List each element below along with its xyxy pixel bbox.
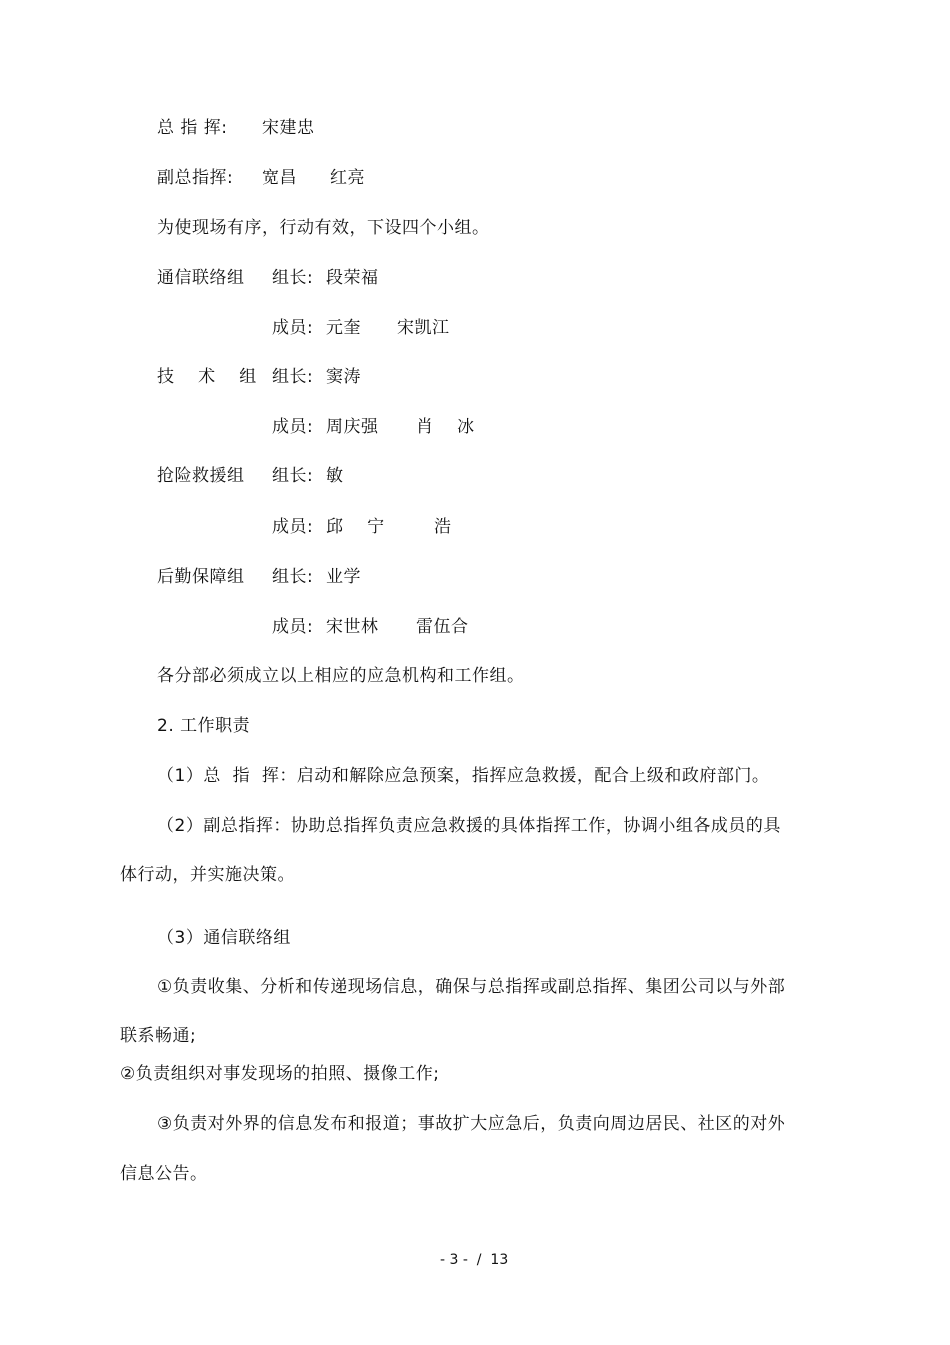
deputy-name-2: 红亮 <box>330 168 365 188</box>
branch-note: 各分部必须成立以上相应的应急机构和工作组。 <box>157 666 525 686</box>
leader-label: 组长: <box>272 367 314 387</box>
leader-label: 组长: <box>272 268 314 288</box>
member-name: 元奎 <box>326 318 361 338</box>
member-name: 雷伍合 <box>416 617 469 637</box>
duty-2-line-2: 体行动，并实施决策。 <box>120 865 295 885</box>
leader-name: 敏 <box>326 466 344 486</box>
leader-label: 组长: <box>272 567 314 587</box>
leader-label: 组长: <box>272 466 314 486</box>
members-label: 成员: <box>272 617 314 637</box>
leader-name: 窦涛 <box>326 367 361 387</box>
item-1-line-2: 联系畅通; <box>120 1026 197 1046</box>
members-label: 成员: <box>272 417 314 437</box>
chief-label: 总 指 挥: <box>157 118 228 138</box>
item-1-line-1: ①负责收集、分析和传递现场信息，确保与总指挥或副总指挥、集团公司以与外部 <box>157 977 786 997</box>
group-name: 抢险救援组 <box>157 466 245 486</box>
members-label: 成员: <box>272 318 314 338</box>
duty-1: （1）总 指 挥：启动和解除应急预案，指挥应急救援，配合上级和政府部门。 <box>157 766 770 786</box>
member-name: 宋凯江 <box>397 318 450 338</box>
page-number: - 3 - / 13 <box>440 1252 509 1268</box>
group-name: 后勤保障组 <box>157 567 245 587</box>
leader-name: 段荣福 <box>326 268 379 288</box>
member-name: 周庆强 <box>326 417 379 437</box>
members-label: 成员: <box>272 517 314 537</box>
member-name: 宋世林 <box>326 617 379 637</box>
intro-text: 为使现场有序，行动有效，下设四个小组。 <box>157 218 490 238</box>
duty-3-title: （3）通信联络组 <box>157 928 291 948</box>
duty-2-line-1: （2）副总指挥：协助总指挥负责应急救援的具体指挥工作，协调小组各成员的具 <box>157 816 781 836</box>
member-name: 浩 <box>434 517 452 537</box>
item-3-line-1: ③负责对外界的信息发布和报道；事故扩大应急后，负责向周边居民、社区的对外 <box>157 1114 786 1134</box>
leader-name: 业学 <box>326 567 361 587</box>
deputy-name-1: 宽昌 <box>262 168 297 188</box>
member-name: 邱 宁 <box>326 517 385 537</box>
item-3-line-2: 信息公告。 <box>120 1164 208 1184</box>
group-name: 技 术 组 <box>157 367 257 387</box>
item-2: ②负责组织对事发现场的拍照、摄像工作; <box>120 1064 440 1084</box>
group-name: 通信联络组 <box>157 268 245 288</box>
chief-name: 宋建忠 <box>262 118 315 138</box>
deputy-label: 副总指挥: <box>157 168 234 188</box>
section-title: 2. 工作职责 <box>157 716 251 736</box>
member-name: 肖 冰 <box>416 417 475 437</box>
